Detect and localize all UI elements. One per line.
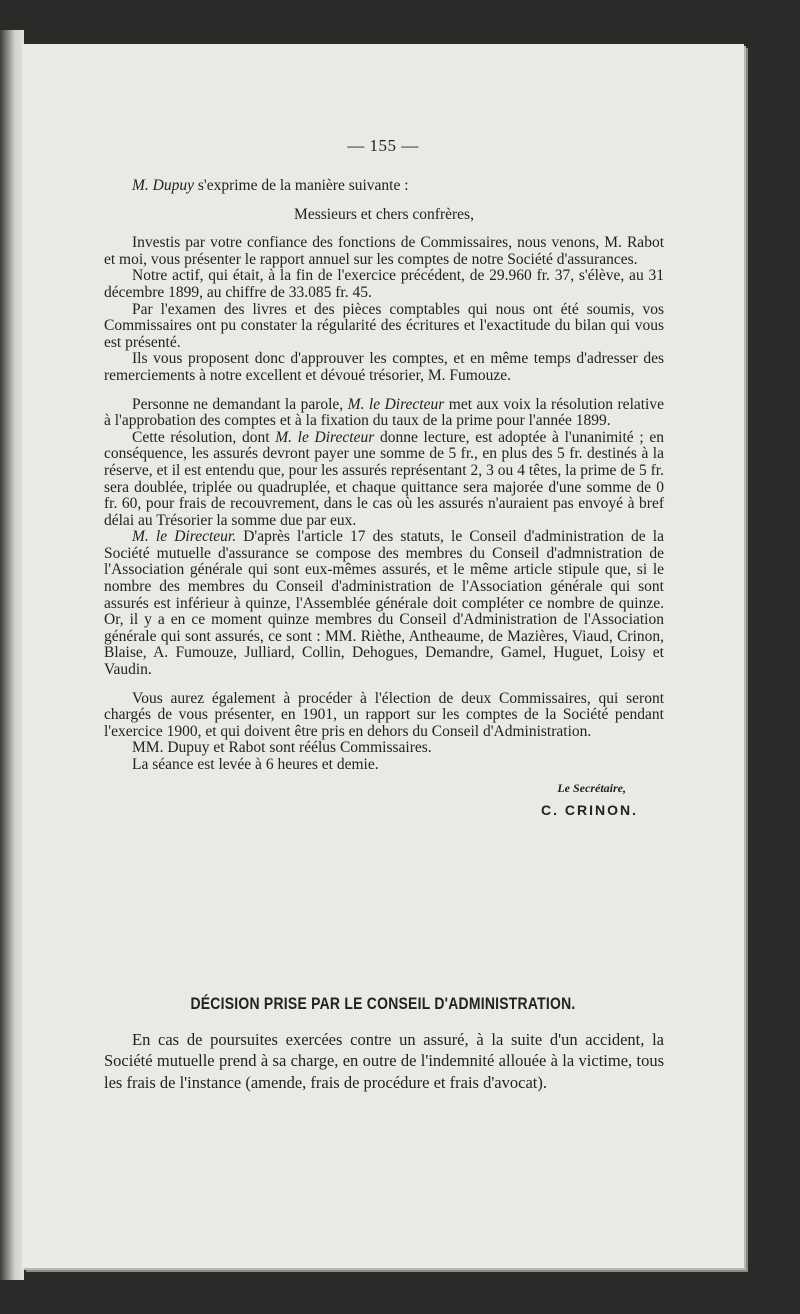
speaker-name: M. Dupuy [132, 177, 194, 194]
paragraph: Ils vous proposent donc d'approuver les comptes, et en même temps d'adresser des remerciements à notre excellent et dévoué trésorier, M. Fumouze. [104, 350, 664, 384]
paragraph: M. le Directeur. D'après l'article 17 des statuts, le Conseil d'administration de la Société mutuelle d'assurance se compose des membres du Conseil d'admnistration de l'Association générale qui sont eux-mêmes assurés, et le même article stipule que, si le nombre des membres du Conseil d'administration de l'Association générale qui sont assurés est inférieur à quinze, l'Assemblée générale doit compléter ce nombre de quinze. Or, il y a en ce moment quinze membres du Conseil d'Administration de l'Association générale qui sont assurés, ce sont : MM. Rièthe, Antheaume, de Mazières, Viaud, Crinon, Blaise, A. Fumouze, Julliard, Collin, Dehogues, Demandre, Gamel, Huguet, Loisy et Vaudin. [104, 528, 664, 679]
paragraph: Vous aurez également à procéder à l'élection de deux Commissaires, qui seront chargés de vous présenter, en 1901, un rapport sur les comptes de la Société pendant l'exercice 1900, et qui doivent être pris en dehors du Conseil d'Administration. [104, 689, 664, 740]
signature-role: Le Secrétaire, [557, 780, 626, 795]
signature-name: C. CRINON. [541, 802, 638, 819]
salutation: Messieurs et chers confrères, [294, 205, 474, 223]
book-page [22, 44, 744, 1268]
paragraph: Notre actif, qui était, à la fin de l'exercice précédent, de 29.960 fr. 37, s'élève, au 31 décembre 1899, au chiffre de 33.085 fr. 45. [104, 267, 664, 301]
paragraph: Par l'examen des livres et des pièces comptables qui nous ont été soumis, vos Commissaires ont pu constater la régularité des écritures et l'exactitude du bilan qui vous est présenté. [104, 300, 664, 351]
book-spine-edge [0, 30, 24, 1280]
paragraph: MM. Dupuy et Rabot sont réélus Commissaires. [132, 739, 432, 757]
decision-text: En cas de poursuites exercées contre un assuré, à la suite d'un accident, la Société mutuelle prend à sa charge, en outre de l'indemnité allouée à la victime, tous les frais de l'instance (amende, frais de procédure et frais d'avocat). [104, 1030, 664, 1092]
decision-heading: DÉCISION PRISE PAR LE CONSEIL D'ADMINISTRATION. [190, 994, 576, 1013]
paragraph: Cette résolution, dont M. le Directeur donne lecture, est adoptée à l'unanimité ; en conséquence, les assurés devront payer une somme de 5 fr., en plus des 5 fr. destinés à la réserve, et il est entendu que, pour les assurés représentant 2, 3 ou 4 têtes, la prime de 5 fr. sera doublée, triplée ou quadruplée, et chaque quittance sera majorée d'une somme de 0 fr. 60, pour frais de recouvrement, dans le cas où les assurés n'auraient pas envoyé à bref délai au Trésorier la somme due par eux. [104, 428, 664, 529]
intro-line: M. Dupuy s'exprime de la manière suivante : [132, 177, 409, 194]
page-number: — 155 — [347, 136, 419, 155]
paragraph: La séance est levée à 6 heures et demie. [132, 756, 379, 773]
signature-block [104, 780, 664, 819]
paragraph: Personne ne demandant la parole, M. le Directeur met aux voix la résolution relative à l'approbation des comptes et à la fixation du taux de la prime pour l'année 1899. [104, 395, 664, 430]
paragraph: Investis par votre confiance des fonctions de Commissaires, nous venons, M. Rabot et moi, vous présenter le rapport annuel sur les comptes de notre Société d'assurances. [104, 234, 664, 268]
report-body [104, 178, 664, 819]
